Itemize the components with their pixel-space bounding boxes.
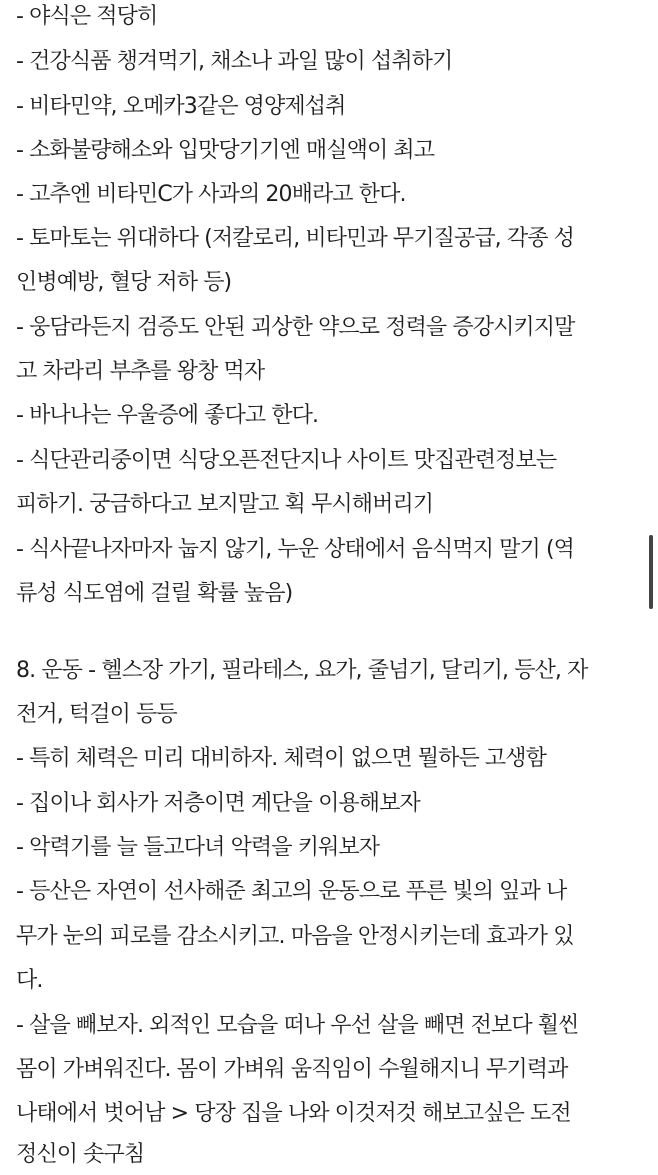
text-line: 몸이 가벼워진다. 몸이 가벼워 움직임이 수월해지니 무기력과 — [16, 1057, 568, 1082]
text-line: 류성 식도염에 걸릴 확률 높음) — [16, 581, 293, 606]
text-line: - 바나나는 우울증에 좋다고 한다. — [16, 403, 319, 428]
scrollbar-thumb[interactable] — [649, 535, 653, 609]
text-line: - 살을 빼보자. 외적인 모습을 떠나 우선 살을 빼면 전보다 훨씬 — [16, 1013, 579, 1038]
text-line: - 야식은 적당히 — [16, 4, 158, 29]
text-line: 8. 운동 - 헬스장 가기, 필라테스, 요가, 줄넘기, 달리기, 등산, 자 — [16, 658, 588, 683]
text-line: - 악력기를 늘 들고다녀 악력을 키워보자 — [16, 835, 380, 860]
text-line: - 특히 체력은 미리 대비하자. 체력이 없으면 뭘하든 고생함 — [16, 746, 546, 771]
text-line: - 소화불량해소와 입맛당기기엔 매실액이 최고 — [16, 138, 435, 163]
text-line: 전거, 턱걸이 등등 — [16, 702, 177, 727]
text-line: - 고추엔 비타민C가 사과의 20배라고 한다. — [16, 182, 406, 207]
text-line: 나태에서 벗어남 > 당장 집을 나와 이것저것 해보고싶은 도전 — [16, 1101, 571, 1126]
text-line: 피하기. 궁금하다고 보지말고 획 무시해버리기 — [16, 492, 434, 517]
text-line: - 식사끝나자마자 눕지 않기, 누운 상태에서 음식먹지 말기 (역 — [16, 537, 575, 562]
text-line: 다. — [16, 968, 43, 993]
text-line: - 집이나 회사가 저층이면 계단을 이용해보자 — [16, 791, 420, 816]
text-line: - 건강식품 챙겨먹기, 채소나 과일 많이 섭취하기 — [16, 49, 453, 74]
text-line: - 식단관리중이면 식당오픈전단지나 사이트 맛집관련정보는 — [16, 448, 557, 473]
text-line: - 비타민약, 오메카3같은 영양제섭취 — [16, 94, 346, 119]
text-line: 정신이 솟구침 — [16, 1142, 145, 1167]
text-line: - 등산은 자연이 선사해준 최고의 운동으로 푸른 빛의 잎과 나 — [16, 879, 567, 904]
text-line: - 웅담라든지 검증도 안된 괴상한 약으로 정력을 증강시키지말 — [16, 315, 575, 340]
text-line: 무가 눈의 피로를 감소시키고. 마음을 안정시키는데 효과가 있 — [16, 924, 574, 949]
text-line: 고 차라리 부추를 왕창 먹자 — [16, 359, 265, 384]
text-line: 인병예방, 혈당 저하 등) — [16, 270, 232, 295]
text-line: - 토마토는 위대하다 (저칼로리, 비타민과 무기질공급, 각종 성 — [16, 226, 575, 251]
